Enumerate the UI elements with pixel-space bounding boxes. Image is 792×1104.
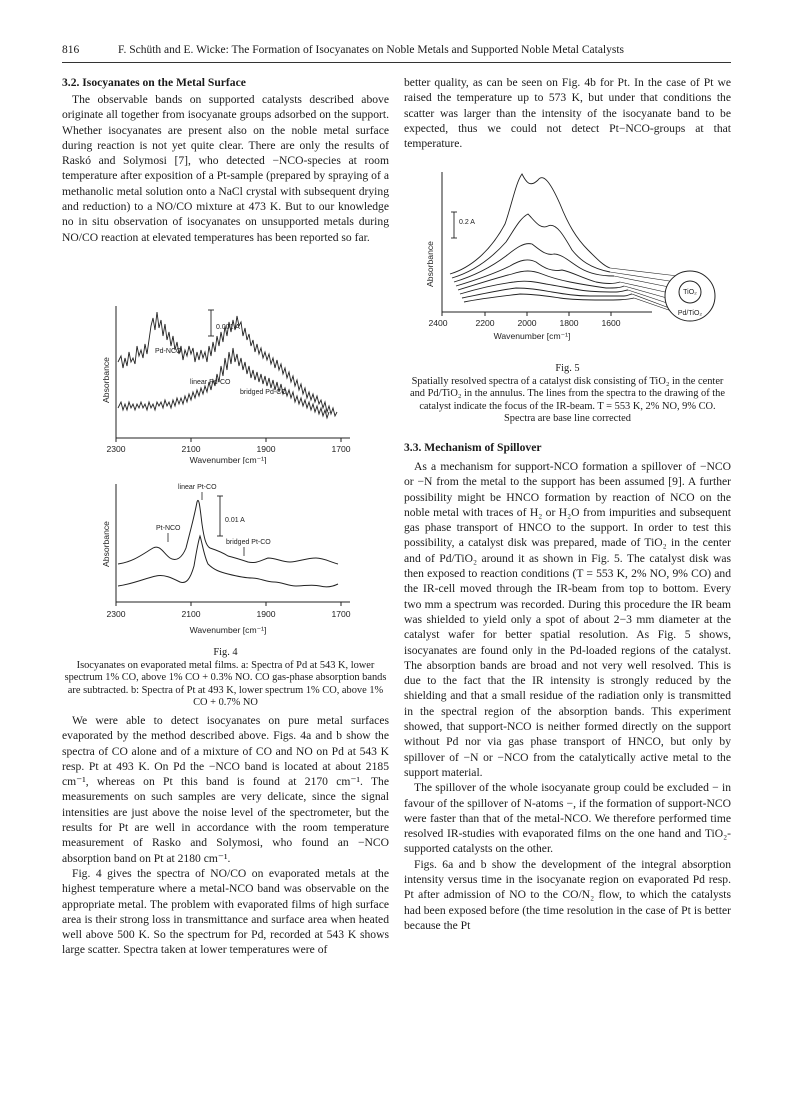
band-label-bridged: bridged Pt-CO: [226, 539, 271, 546]
left-column-bottom: [62, 713, 389, 958]
caption-text: Spatially resolved spectra of a catalyst disk consisting of TiO₂ in the center and Pd/TiO₂ in the annulus. The lines from the spectra to the drawing of the catalyst indicate the focus of the IR-beam. T = 553 K, 2% NO, 9% CO. Spectra are base line corrected: [409, 375, 725, 425]
tick-label: 2100: [181, 444, 201, 454]
band-label-pt-nco: Pt-NCO: [156, 525, 181, 532]
tick-label: 2100: [181, 609, 201, 619]
x-axis-label: Wavenumber [cm⁻¹]: [189, 455, 267, 464]
tick-label: 1900: [256, 444, 276, 454]
right-column-top: [404, 75, 731, 151]
section-heading-3-2: 3.2. Isocyanates on the Metal Surface: [62, 76, 246, 89]
disk-center-label: TiO₂: [683, 289, 697, 296]
tick-label: 2300: [106, 444, 126, 454]
figure-5-caption: [404, 363, 731, 426]
paragraph: Figs. 6a and b show the development of the integral absorption intensity versus time in the isocyanate region on evaporated Pd resp. Pt after admission of NO to the CO/N₂ flow, to which the catalysts had been exposed before (the time resolution in the case of Pt is better because the Pt: [404, 857, 731, 932]
figure-4-caption: [62, 647, 389, 710]
section-heading-3-3: 3.3. Mechanism of Spillover: [404, 441, 542, 454]
spectra-stack: [450, 174, 634, 302]
running-header: [62, 44, 731, 63]
tick-label: 2400: [428, 318, 448, 328]
tick-label: 1700: [331, 444, 351, 454]
x-axis-label: Wavenumber [cm⁻¹]: [493, 331, 571, 341]
tick-label: 2300: [106, 609, 126, 619]
disk-ring-label: Pd/TiO₂: [677, 310, 703, 317]
band-label-bridged: bridged Pd-CO: [240, 389, 287, 396]
running-title: F. Schüth and E. Wicke: The Formation of Isocyanates on Noble Metals and Supported Noble Metal Catalysts: [118, 44, 625, 56]
scale-label: 0.01 A: [225, 517, 245, 524]
caption-text: Isocyanates on evaporated metal films. a: Spectra of Pd at 543 K, lower spectrum 1% CO, above 1% CO + 0.3% NO. CO gas-phase absorption bands are subtracted. b: Spectra of Pt at 493 K, lower spectrum 1% CO, above 1% CO + 0.7% NO: [64, 659, 387, 709]
y-axis-label: Absorbance: [101, 357, 111, 403]
figure-5: [420, 164, 720, 354]
paragraph: As a mechanism for support-NCO formation a spillover of −NCO or −N from the metal to the support has been assumed [9]. A further possibility might be HNCO formation by reaction of NCO on the noble metal with traces of H₂ or H₂O from impurities and subsequent gas phase transport of HNCO to the support. In order to test this possibility, a catalyst disk was prepared, made of TiO₂ in the center and of Pd/TiO₂ around it as shown in Fig. 5. The catalyst disk was then exposed to reaction conditions (T = 553 K, 2% NO, 9% CO) and the IR-cell moved through the IR-beam from top to bottom. Every two mm a spectrum was recorded. During this procedure the IR beam was shielded to yield only a spot of about 2−3 mm diameter at the catalyst wafer for better spatial resolution. As Fig. 5 shows, isocyanates are found only in the Pd-loaded regions of the catalyst. The absorption bands are broad and not very well resolved. This is due to the fact that the IR intensity is strongly reduced by the shielding and that a small residue of the radiation only is transmitted in the spectral region of the absorption bands. This experiment showed, that support-NCO is neither formed directly on the support without Pd nor via gas phase transport of HNCO, but only by spillover of −N or −NCO from the catalytically active metal to the support material.: [404, 460, 731, 779]
spectrum-co-no: [118, 500, 338, 564]
left-column-top: [62, 75, 389, 245]
y-axis-label: Absorbance: [101, 521, 111, 567]
band-label-linear: linear Pt-CO: [178, 484, 217, 491]
tick-label: 1700: [331, 609, 351, 619]
tick-label: 1600: [601, 318, 621, 328]
caption-title: Fig. 4: [213, 647, 238, 658]
band-label-pd-nco: Pd-NCO: [155, 348, 182, 355]
scale-label: 0.001 A: [216, 324, 240, 331]
x-axis-label: Wavenumber [cm⁻¹]: [189, 625, 267, 635]
paragraph: The observable bands on supported catalysts described above originate all together from isocyanate groups adsorbed on the support. Whether isocyanates are present also on the noble metal surface during reaction is not yet quite clear. There are only the results of Raskó and Solymosi [7], who detected −NCO-species at room temperature after exposition of a Pt-sample (prepared by spraying of a methanolic metal solution onto a NaCl crystal with subsequent drying and reduction) to a NO/CO mixture at 473 K. But to our knowledge no in situ observation of isocyanates on unsupported metals during NO/CO reaction at elevated temperatures has been reported so far.: [62, 93, 389, 244]
paragraph: better quality, as can be seen on Fig. 4b for Pt. In the case of Pt we raised the temperature up to 573 K, but under that conditions the scatter was larger than the intensity of the isocyanate band to be expected, thus we could not detect Pt−NCO-groups at that temperature.: [404, 76, 731, 151]
paragraph: Fig. 4 gives the spectra of NO/CO on evaporated metals at the highest temperature where a metal-NCO band was observable on the appropriate metal. The problem with evaporated films of high surface area is their strong loss in transmittance and surface area when heated well above 500 K. So the spectrum for Pd, recorded at 543 K shows large scatter. Spectra taken at lower temperatures were of: [62, 866, 389, 957]
tick-label: 1800: [559, 318, 579, 328]
figure-4a: [98, 296, 360, 464]
paragraph: We were able to detect isocyanates on pure metal surfaces evaporated by the method described above. Figs. 4a and b show the spectra of CO alone and of a mixture of CO and NO on Pd at 543 K resp. Pt at 493 K. On Pd the −NCO band is located at about 2185 cm⁻¹, whereas on Pt this band is found at 2170 cm⁻¹. The measurements on such samples are very delicate, since the signal intensities are just above the noise level of the spectrometer, but the results for Pt are well in accordance with the room temperature measurement of Rasko and Solymosi, who found an −NCO absorption band on Pt at 2180 cm⁻¹.: [62, 714, 389, 865]
page-number: 816: [62, 44, 80, 56]
y-axis-label: Absorbance: [425, 241, 435, 287]
right-column-bottom: [404, 440, 731, 933]
tick-label: 2000: [517, 318, 537, 328]
tick-label: 2200: [475, 318, 495, 328]
paragraph: The spillover of the whole isocyanate group could be excluded − in favour of the spillover of N-atoms −, if the formation of support-NCO were faster than that of the metal-NCO. We therefore performed time resolved IR-studies with evaporated films on the one hand and TiO₂-supported catalysts on the other.: [404, 781, 731, 856]
scale-label: 0.2 A: [459, 219, 475, 226]
figure-4b: [98, 478, 360, 646]
band-label-linear: linear Pd-CO: [190, 379, 231, 386]
caption-title: Fig. 5: [555, 363, 580, 374]
tick-label: 1900: [256, 609, 276, 619]
